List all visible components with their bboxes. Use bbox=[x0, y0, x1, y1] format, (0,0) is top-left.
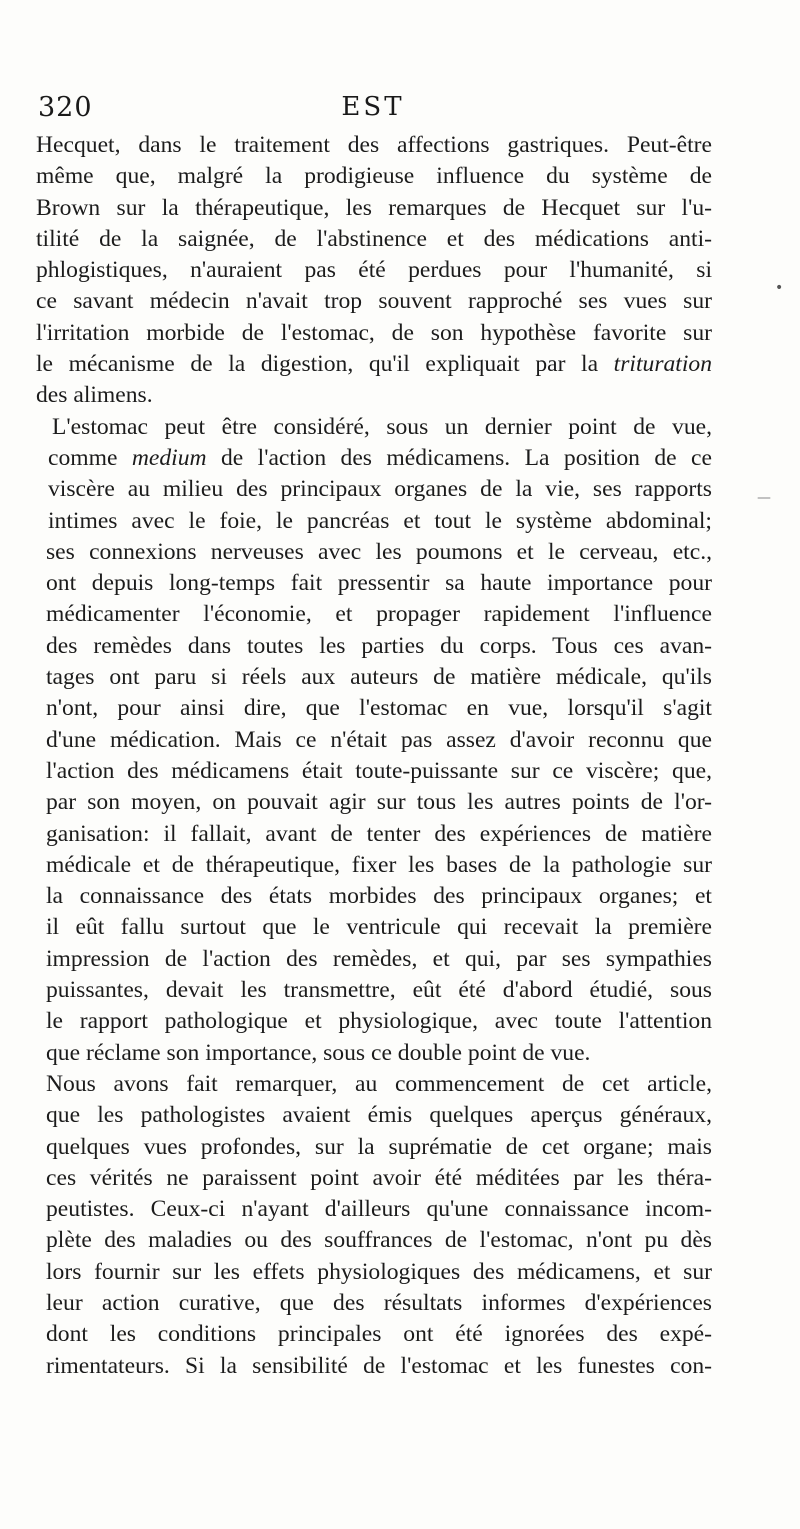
text-line-with-italic bbox=[36, 443, 712, 474]
text-line: plète des maladies ou des souffrances de l'estomac, n'ont pu dès bbox=[46, 1227, 712, 1254]
text-line: médicale et de thérapeutique, fixer les bases de la pathologie sur bbox=[46, 851, 712, 878]
text-line: même que, malgré la prodigieuse influence du système de bbox=[36, 163, 712, 190]
text-line: tages ont paru si réels aux auteurs de matière médicale, qu'ils bbox=[46, 664, 712, 691]
text-line: rimentateurs. Si la sensibilité de l'estomac et les funestes con- bbox=[46, 1352, 712, 1379]
text-line: peutistes. Ceux-ci n'ayant d'ailleurs qu'une connaissance incom- bbox=[46, 1196, 712, 1223]
paragraph-start-line: L'estomac peut être considéré, sous un dernier point de vue, bbox=[52, 413, 712, 440]
text-line: lors fournir sur les effets physiologiques des médicamens, et sur bbox=[46, 1258, 712, 1285]
text-line: dont les conditions principales ont été ignorées des expé- bbox=[46, 1321, 712, 1348]
text-line: par son moyen, on pouvait agir sur tous les autres points de l'or- bbox=[46, 789, 712, 816]
page-header bbox=[38, 92, 708, 132]
text-line: des remèdes dans toutes les parties du corps. Tous ces avan- bbox=[46, 632, 712, 659]
text-line: viscère au milieu des principaux organes de la vie, ses rapports bbox=[48, 476, 712, 503]
text-line: Nous avons fait remarquer, au commencement de cet article, bbox=[46, 1070, 712, 1097]
text-line: intimes avec le foie, le pancréas et tout le système abdominal; bbox=[48, 507, 712, 534]
text-line: il eût fallu surtout que le ventricule qui recevait la première bbox=[46, 914, 712, 941]
italic-word-trituration: trituration bbox=[613, 351, 712, 378]
text-line: ces vérités ne paraissent point avoir été méditées par les théra- bbox=[46, 1164, 712, 1191]
text-line: ses connexions nerveuses avec les poumons et le cerveau, etc., bbox=[46, 538, 712, 565]
text-segment: le mécanisme de la digestion, qu'il expliquait par la bbox=[36, 351, 614, 378]
text-line: tilité de la saignée, de l'abstinence et des médications anti- bbox=[36, 225, 712, 252]
italic-word-medium: medium bbox=[131, 444, 207, 471]
text-line: l'irritation morbide de l'estomac, de son hypothèse favorite sur bbox=[36, 319, 712, 346]
text-line: d'une médication. Mais ce n'était pas assez d'avoir reconnu que bbox=[46, 726, 712, 753]
text-line: la connaissance des états morbides des principaux organes; et bbox=[46, 883, 712, 910]
text-line: ganisation: il fallait, avant de tenter des expériences de matière bbox=[46, 820, 712, 847]
text-segment: comme bbox=[48, 444, 132, 471]
text-line: Brown sur la thérapeutique, les remarques de Hecquet sur l'u- bbox=[36, 194, 712, 221]
text-line-with-italic bbox=[36, 349, 712, 380]
text-line: Hecquet, dans le traitement des affections gastriques. Peut-être bbox=[36, 132, 712, 158]
margin-speck: • bbox=[775, 280, 784, 296]
text-line: le rapport pathologique et physiologique, avec toute l'attention bbox=[46, 1008, 712, 1035]
margin-dash: — bbox=[757, 490, 771, 506]
text-segment: de l'action des médicamens. La position de ce bbox=[206, 444, 712, 471]
text-line: des alimens. bbox=[36, 382, 153, 409]
text-line: puissantes, devait les transmettre, eût été d'abord étudié, sous bbox=[46, 977, 712, 1004]
text-line: l'action des médicamens était toute-puissante sur ce viscère; que, bbox=[46, 757, 712, 784]
running-head: EST bbox=[341, 92, 405, 122]
text-line: n'ont, pour ainsi dire, que l'estomac en vue, lorsqu'il s'agit bbox=[46, 695, 712, 722]
text-line: impression de l'action des remèdes, et qui, par ses sympathies bbox=[46, 945, 712, 972]
page-number: 320 bbox=[38, 92, 93, 123]
text-line: phlogistiques, n'auraient pas été perdues pour l'humanité, si bbox=[36, 257, 712, 284]
text-line: quelques vues profondes, sur la suprématie de cet organe; mais bbox=[46, 1133, 712, 1160]
text-line: ont depuis long-temps fait pressentir sa haute importance pour bbox=[46, 570, 712, 597]
text-line: leur action curative, que des résultats informes d'expériences bbox=[46, 1289, 712, 1316]
text-line: médicamenter l'économie, et propager rapidement l'influence bbox=[46, 601, 712, 628]
text-line: que les pathologistes avaient émis quelques aperçus généraux, bbox=[46, 1102, 712, 1129]
text-line: que réclame son importance, sous ce double point de vue. bbox=[46, 1039, 591, 1066]
body-text bbox=[36, 130, 712, 1382]
text-line: ce savant médecin n'avait trop souvent rapproché ses vues sur bbox=[36, 288, 712, 315]
